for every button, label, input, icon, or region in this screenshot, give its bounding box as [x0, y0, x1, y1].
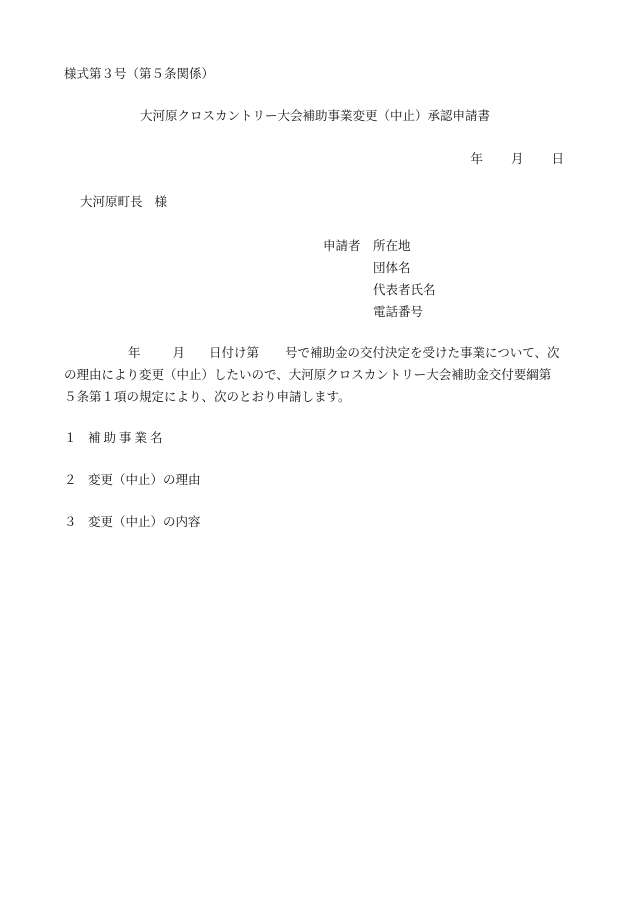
item-label: 補助事業名	[88, 430, 166, 445]
applicant-phone-label: 電話番号	[373, 304, 424, 319]
form-number: 様式第３号（第５条関係）	[64, 66, 215, 81]
applicant-address-label: 所在地	[373, 238, 411, 253]
body-dated: 日付け第	[209, 345, 260, 360]
body-line-1	[64, 347, 570, 369]
date-year: 年	[470, 151, 483, 166]
addressee-honorific: 様	[154, 194, 168, 209]
body-year: 年	[128, 345, 141, 360]
body-line-2: の理由により変更（中止）したいので、大河原クロスカントリー大会補助金交付要綱第	[64, 367, 552, 382]
applicant-representative-label: 代表者氏名	[373, 282, 436, 297]
item-number: ２	[64, 472, 77, 487]
body-line-3: ５条第１項の規定により、次のとおり申請します。	[64, 389, 351, 404]
addressee-name: 大河原町長	[80, 194, 143, 209]
document-title: 大河原クロスカントリー大会補助事業変更（中止）承認申請書	[139, 108, 490, 123]
item-2	[64, 474, 201, 487]
item-label: 変更（中止）の内容	[88, 514, 201, 529]
applicant-organization-label: 団体名	[373, 260, 411, 275]
date-month: 月	[510, 151, 524, 166]
date-day: 日	[551, 151, 564, 166]
body-month: 月	[172, 345, 186, 360]
item-1	[64, 432, 166, 445]
application-body	[64, 347, 570, 413]
date-line	[470, 153, 564, 166]
item-number: ３	[64, 514, 77, 529]
body-rest: 号で補助金の交付決定を受けた事業について、次	[285, 345, 560, 360]
item-number: １	[64, 430, 77, 445]
item-label: 変更（中止）の理由	[88, 472, 201, 487]
addressee	[80, 196, 167, 209]
item-3	[64, 516, 201, 529]
applicant-label: 申請者	[323, 238, 361, 253]
